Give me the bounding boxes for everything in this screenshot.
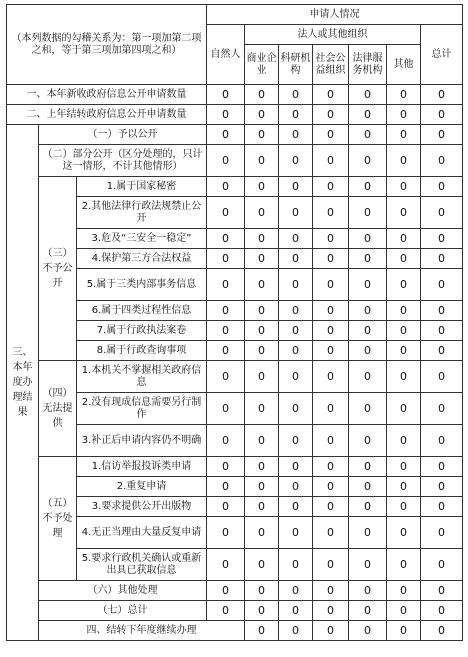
cell: 0 <box>279 105 313 125</box>
cell: 0 <box>245 341 279 361</box>
group-3-label: （三）不予公开 <box>39 177 77 361</box>
header-note: （本列数据的勾稽关系为：第一项加第二项之和，等于第三项加第四项之和） <box>7 5 207 85</box>
row-label: 5.要求行政机关确认或重新出具已获取信息 <box>77 549 207 581</box>
cell: 0 <box>421 145 463 177</box>
header-applicant: 申请人情况 <box>207 5 463 25</box>
cell: 0 <box>245 105 279 125</box>
cell: 0 <box>245 549 279 581</box>
cell: 0 <box>245 477 279 497</box>
cell: 0 <box>279 85 313 105</box>
cell: 0 <box>349 177 387 197</box>
row-label: 2.重复申请 <box>77 477 207 497</box>
cell: 0 <box>421 549 463 581</box>
cell: 0 <box>207 601 245 621</box>
header-other: 其他 <box>387 45 421 85</box>
cell: 0 <box>349 425 387 457</box>
cell: 0 <box>349 197 387 229</box>
cell: 0 <box>245 497 279 517</box>
cell: 0 <box>313 361 349 393</box>
row-label: （二）部分公开（区分处理的，只计这一情形，不计其他情形） <box>39 145 207 177</box>
cell: 0 <box>245 269 279 301</box>
cell: 0 <box>207 341 245 361</box>
cell: 0 <box>313 497 349 517</box>
row-label: 1.信访举报投诉类申请 <box>77 457 207 477</box>
row-label: 3.要求提供公开出版物 <box>77 497 207 517</box>
cell: 0 <box>279 393 313 425</box>
row-label: 二、上年结转政府信息公开申请数量 <box>7 105 207 125</box>
header-law: 法律服务机构 <box>349 45 387 85</box>
table-row <box>7 361 463 393</box>
cell: 0 <box>313 393 349 425</box>
cell: 0 <box>207 145 245 177</box>
disclosure-statistics-table <box>6 4 463 641</box>
cell: 0 <box>421 425 463 457</box>
cell: 0 <box>279 145 313 177</box>
cell: 0 <box>207 177 245 197</box>
row-label: 1.本机关不掌握相关政府信息 <box>77 361 207 393</box>
cell: 0 <box>245 145 279 177</box>
table-row <box>7 177 463 197</box>
row-label: 3.补正后申请内容仍不明确 <box>77 425 207 457</box>
cell: 0 <box>387 517 421 549</box>
cell: 0 <box>421 197 463 229</box>
row-label: 7.属于行政执法案卷 <box>77 321 207 341</box>
cell: 0 <box>313 621 349 641</box>
cell: 0 <box>245 249 279 269</box>
cell: 0 <box>207 229 245 249</box>
cell: 0 <box>313 229 349 249</box>
cell: 0 <box>349 249 387 269</box>
group-5-label: （五）不予处理 <box>39 457 77 581</box>
cell: 0 <box>245 197 279 229</box>
row-label: 四、结转下年度继续办理 <box>39 621 245 641</box>
table-row <box>7 85 463 105</box>
cell: 0 <box>207 425 245 457</box>
cell: 0 <box>313 549 349 581</box>
cell: 0 <box>421 477 463 497</box>
cell: 0 <box>349 457 387 477</box>
cell: 0 <box>387 197 421 229</box>
cell: 0 <box>387 393 421 425</box>
cell: 0 <box>387 425 421 457</box>
cell: 0 <box>279 549 313 581</box>
cell: 0 <box>313 477 349 497</box>
cell: 0 <box>421 301 463 321</box>
cell: 0 <box>349 517 387 549</box>
cell: 0 <box>349 393 387 425</box>
cell: 0 <box>313 341 349 361</box>
cell: 0 <box>279 341 313 361</box>
cell: 0 <box>207 361 245 393</box>
section-3-label: 三、本年度办理结果 <box>7 125 39 641</box>
table-row <box>7 621 463 641</box>
header-social: 社会公益组织 <box>313 45 349 85</box>
cell: 0 <box>245 125 279 145</box>
cell: 0 <box>349 85 387 105</box>
cell: 0 <box>421 269 463 301</box>
cell: 0 <box>279 177 313 197</box>
cell: 0 <box>387 85 421 105</box>
cell: 0 <box>349 229 387 249</box>
cell: 0 <box>313 269 349 301</box>
cell: 0 <box>313 177 349 197</box>
cell: 0 <box>421 341 463 361</box>
row-label: （六）其他处理 <box>39 581 207 601</box>
row-label: 2.没有现成信息需要另行制作 <box>77 393 207 425</box>
cell: 0 <box>207 85 245 105</box>
cell: 0 <box>245 393 279 425</box>
header-natural-person: 自然人 <box>207 25 245 85</box>
cell: 0 <box>349 145 387 177</box>
header-legal-entity: 法人或其他组织 <box>245 25 421 45</box>
cell: 0 <box>245 621 279 641</box>
row-label: （一）予以公开 <box>39 125 207 145</box>
cell: 0 <box>313 601 349 621</box>
cell: 0 <box>349 621 387 641</box>
cell: 0 <box>279 621 313 641</box>
cell: 0 <box>387 177 421 197</box>
cell: 0 <box>349 549 387 581</box>
cell: 0 <box>207 301 245 321</box>
cell: 0 <box>387 321 421 341</box>
table-row <box>7 145 463 177</box>
cell: 0 <box>313 517 349 549</box>
cell: 0 <box>313 197 349 229</box>
table-row <box>7 581 463 601</box>
cell: 0 <box>245 321 279 341</box>
cell: 0 <box>207 269 245 301</box>
cell: 0 <box>245 85 279 105</box>
cell: 0 <box>421 621 463 641</box>
cell: 0 <box>349 601 387 621</box>
cell: 0 <box>387 269 421 301</box>
cell: 0 <box>207 125 245 145</box>
cell: 0 <box>421 85 463 105</box>
cell: 0 <box>245 229 279 249</box>
cell: 0 <box>245 581 279 601</box>
cell: 0 <box>245 601 279 621</box>
header-total: 总计 <box>421 25 463 85</box>
cell: 0 <box>313 249 349 269</box>
cell: 0 <box>313 145 349 177</box>
cell: 0 <box>279 125 313 145</box>
cell: 0 <box>387 497 421 517</box>
cell: 0 <box>421 601 463 621</box>
cell: 0 <box>207 393 245 425</box>
cell: 0 <box>313 125 349 145</box>
cell: 0 <box>279 457 313 477</box>
cell: 0 <box>207 517 245 549</box>
cell: 0 <box>207 497 245 517</box>
cell: 0 <box>207 197 245 229</box>
cell: 0 <box>279 301 313 321</box>
cell: 0 <box>245 457 279 477</box>
cell: 0 <box>387 361 421 393</box>
cell: 0 <box>313 581 349 601</box>
cell: 0 <box>349 321 387 341</box>
row-label: 一、本年新收政府信息公开申请数量 <box>7 85 207 105</box>
cell: 0 <box>279 229 313 249</box>
cell: 0 <box>349 341 387 361</box>
cell: 0 <box>279 425 313 457</box>
cell: 0 <box>279 601 313 621</box>
cell: 0 <box>279 321 313 341</box>
cell: 0 <box>349 301 387 321</box>
cell: 0 <box>207 581 245 601</box>
group-4-label: （四）无法提供 <box>39 361 77 457</box>
cell: 0 <box>313 301 349 321</box>
cell: 0 <box>349 581 387 601</box>
cell: 0 <box>245 361 279 393</box>
cell: 0 <box>387 301 421 321</box>
cell: 0 <box>279 361 313 393</box>
cell: 0 <box>313 457 349 477</box>
cell: 0 <box>387 581 421 601</box>
cell: 0 <box>387 601 421 621</box>
cell: 0 <box>421 457 463 477</box>
row-label: 3.危及“三安全一稳定” <box>77 229 207 249</box>
cell: 0 <box>279 517 313 549</box>
cell: 0 <box>313 85 349 105</box>
cell: 0 <box>313 105 349 125</box>
cell: 0 <box>349 125 387 145</box>
cell: 0 <box>421 125 463 145</box>
cell: 0 <box>387 621 421 641</box>
cell: 0 <box>313 321 349 341</box>
row-label: 1.属于国家秘密 <box>77 177 207 197</box>
cell: 0 <box>387 125 421 145</box>
cell: 0 <box>387 229 421 249</box>
row-label: 8.属于行政查询事项 <box>77 341 207 361</box>
row-label: （七）总计 <box>39 601 207 621</box>
cell: 0 <box>279 269 313 301</box>
cell: 0 <box>349 361 387 393</box>
cell: 0 <box>421 361 463 393</box>
cell: 0 <box>421 393 463 425</box>
cell: 0 <box>421 581 463 601</box>
row-label: 5.属于三类内部事务信息 <box>77 269 207 301</box>
cell: 0 <box>279 581 313 601</box>
cell: 0 <box>207 321 245 341</box>
row-label: 2.其他法律行政法规禁止公开 <box>77 197 207 229</box>
header-research: 科研机构 <box>279 45 313 85</box>
cell: 0 <box>207 249 245 269</box>
cell: 0 <box>279 477 313 497</box>
cell: 0 <box>245 517 279 549</box>
table-row <box>7 105 463 125</box>
cell: 0 <box>279 497 313 517</box>
cell: 0 <box>245 425 279 457</box>
row-label: 4.保护第三方合法权益 <box>77 249 207 269</box>
cell: 0 <box>245 177 279 197</box>
table-row <box>7 457 463 477</box>
table-row <box>7 601 463 621</box>
cell: 0 <box>421 321 463 341</box>
cell: 0 <box>207 549 245 581</box>
cell: 0 <box>387 145 421 177</box>
cell: 0 <box>245 301 279 321</box>
cell: 0 <box>349 105 387 125</box>
cell: 0 <box>279 249 313 269</box>
cell: 0 <box>421 177 463 197</box>
cell: 0 <box>207 457 245 477</box>
cell: 0 <box>421 497 463 517</box>
cell: 0 <box>421 249 463 269</box>
cell: 0 <box>387 341 421 361</box>
cell: 0 <box>387 549 421 581</box>
cell: 0 <box>207 477 245 497</box>
cell: 0 <box>349 269 387 301</box>
cell: 0 <box>349 477 387 497</box>
cell: 0 <box>421 229 463 249</box>
cell: 0 <box>387 457 421 477</box>
cell: 0 <box>421 105 463 125</box>
cell: 0 <box>387 105 421 125</box>
row-label: 4.无正当理由大量反复申请 <box>77 517 207 549</box>
cell: 0 <box>279 197 313 229</box>
cell: 0 <box>387 477 421 497</box>
cell: 0 <box>349 497 387 517</box>
header-business: 商业企业 <box>245 45 279 85</box>
cell: 0 <box>421 517 463 549</box>
cell: 0 <box>313 425 349 457</box>
table-row <box>7 125 463 145</box>
cell: 0 <box>207 105 245 125</box>
row-label: 6.属于四类过程性信息 <box>77 301 207 321</box>
cell: 0 <box>387 249 421 269</box>
